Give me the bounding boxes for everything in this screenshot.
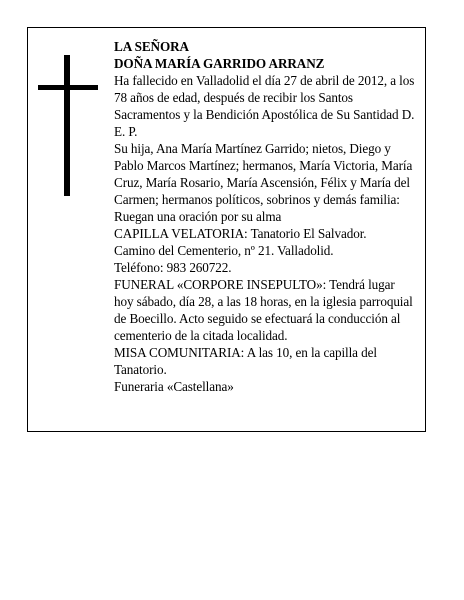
chapel-address: Camino del Cementerio, nº 21. Valladolid. (114, 243, 334, 258)
notice-title: LA SEÑORA (114, 39, 189, 54)
cross-vertical-bar (64, 55, 70, 196)
deceased-name: DOÑA MARÍA GARRIDO ARRANZ (114, 56, 325, 71)
funeral-home: Funeraria «Castellana» (114, 379, 234, 394)
cross-horizontal-bar (38, 85, 98, 90)
family-list: Su hija, Ana María Martínez Garrido; nietos, Diego y Pablo Marcos Martínez; hermanos, María Victoria, María Cruz, María Rosario, María Ascensión, Félix y María del Carmen; hermanos políticos, sobrinos y demás familia: (114, 141, 413, 207)
obituary-text-block (114, 38, 416, 395)
chapel-info: CAPILLA VELATORIA: Tanatorio El Salvador. (114, 226, 367, 241)
prayer-request: Ruegan una oración por su alma (114, 209, 282, 224)
death-announcement: Ha fallecido en Valladolid el día 27 de abril de 2012, a los 78 años de edad, después de recibir los Santos Sacramentos y la Bendición Apostólica de Su Santidad D. E. P. (114, 73, 415, 139)
chapel-phone: Teléfono: 983 260722. (114, 260, 232, 275)
funeral-info: FUNERAL «CORPORE INSEPULTO»: Tendrá lugar hoy sábado, día 28, a las 18 horas, en la iglesia parroquial de Boecillo. Acto seguido se efectuará la conducción al cementerio de la citada localidad. (114, 277, 413, 343)
mass-info: MISA COMUNITARIA: A las 10, en la capilla del Tanatorio. (114, 345, 377, 377)
